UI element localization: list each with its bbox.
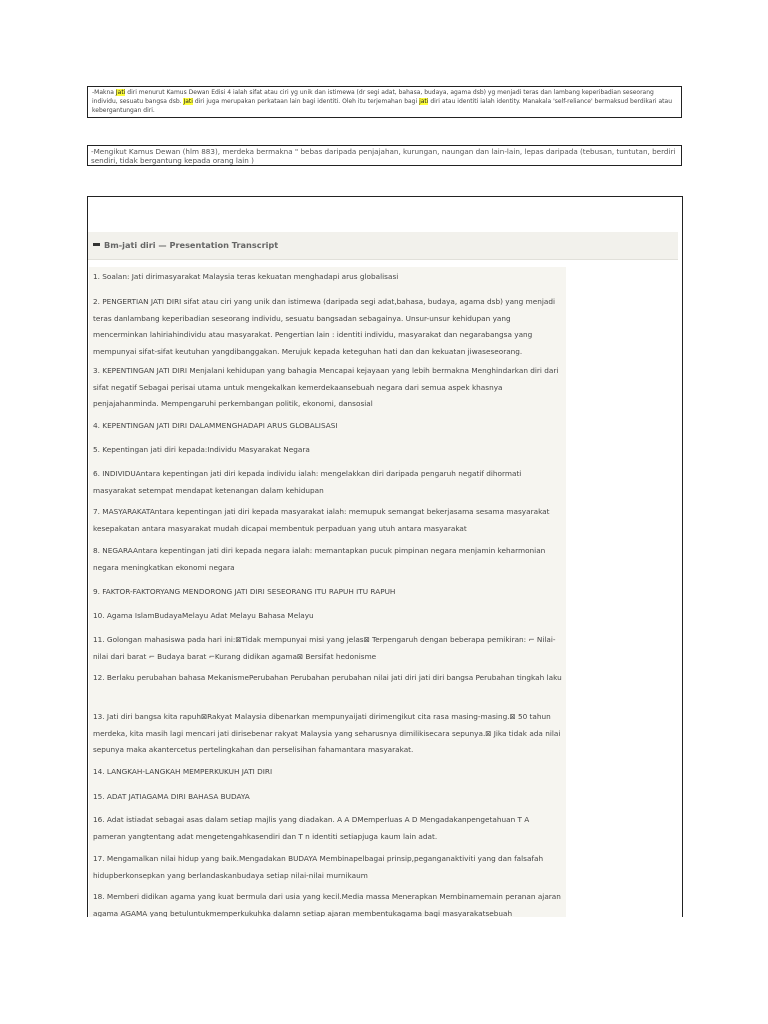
transcript-item-11: 11. Golongan mahasiswa pada hari ini:⊠Tidak mempunyai misi yang jelas⊠ Terpengaruh dengan beberapa pemikiran: ⌐ Nilai-nilai dari barat ⌐ Budaya barat ⌐Kurang didikan agama⊠ Bersifat hedonisme bbox=[93, 635, 556, 661]
transcript-item-1: 1. Soalan: Jati dirimasyarakat Malaysia teras kekuatan menghadapi arus globalisasi bbox=[93, 272, 399, 281]
transcript-item-10: 10. Agama IslamBudayaMelayu Adat Melayu Bahasa Melayu bbox=[93, 611, 314, 620]
transcript-item-8: 8. NEGARAAntara kepentingan jati diri kepada negara ialah: memantapkan pucuk pimpinan negara menjamin keharmonian negara meningkatkan ekonomi negara bbox=[93, 546, 546, 572]
highlight-jati-3: jati bbox=[419, 97, 429, 105]
transcript-item-12: 12. Berlaku perubahan bahasa MekanismePerubahan Perubahan perubahan nilai jati diri jati diri bangsa Perubahan tingkah laku bbox=[93, 673, 562, 682]
transcript-header bbox=[88, 232, 678, 260]
transcript-item-16: 16. Adat istiadat sebagai asas dalam setiap majlis yang diadakan. A A DMemperluas A D Mengadakanpengetahuan T A pameran yangtentang adat mengetengahkasendiri dan T n identiti setiapjuga kaum lain adat. bbox=[93, 815, 530, 841]
definition-box-jati-diri bbox=[87, 86, 682, 118]
transcript-item-6: 6. INDIVIDUAntara kepentingan jati diri kepada individu ialah: mengelakkan diri daripada pengaruh negatif dihormati masyarakat setempat mendapat ketenangan dalam kehidupan bbox=[93, 469, 522, 495]
transcript-item-3: 3. KEPENTINGAN JATI DIRI Menjalani kehidupan yang bahagia Mencapai kejayaan yang lebih bermakna Menghindarkan diri dari sifat negatif Sebagai perisai utama untuk mengekalkan kemerdekaansebuah negara dari semua aspek khasnya penjajahanminda. Mempengaruhi perkembangan politik, ekonomi, dansosial bbox=[93, 366, 559, 408]
definition-text-2: diri menurut Kamus Dewan Edisi 4 ialah sifat atau ciri yg unik dan istimewa (dr segi adat, bahasa, budaya, agama dsb) yg menjadi teras dan lambang keperibadian seseorang individu, sesuatu bangsa dsb. bbox=[92, 89, 654, 105]
merdeka-definition-text: -Mengikut Kamus Dewan (hlm 883), merdeka bermakna " bebas daripada penjajahan, kurungan, naungan dan lain-lain, lepas daripada (tebusan, tuntutan, berdiri sendiri, tidak bergantung kepada orang lain ) bbox=[91, 147, 676, 165]
definition-text-4: diri atau identiti ialah identity. Manakala 'self-reliance' bermaksud berdikari atau kebergantungan diri. bbox=[92, 97, 672, 114]
transcript-item-17: 17. Mengamalkan nilai hidup yang baik.Mengadakan BUDAYA Membinapelbagai prinsip,peganganaktiviti yang dan falsafah hidupberkonsepkan yang berlandaskanbudaya setiap nilai-nilai murnikaum bbox=[93, 854, 544, 880]
transcript-title: Bm-jati diri — Presentation Transcript bbox=[104, 240, 279, 250]
definition-text-1: -Makna bbox=[92, 89, 116, 96]
transcript-item-7: 7. MASYARAKATAntara kepentingan jati diri kepada masyarakat ialah: memupuk semangat bekerjasama sesama masyarakat kesepakatan antara masyarakat mudah dicapai membentuk perpaduan yang utuh antara masyarakat bbox=[93, 507, 550, 533]
transcript-item-9: 9. FAKTOR-FAKTORYANG MENDORONG JATI DIRI SESEORANG ITU RAPUH ITU RAPUH bbox=[93, 587, 396, 596]
transcript-item-13: 13. Jati diri bangsa kita rapuh⊠Rakyat Malaysia dibenarkan mempunyaijati dirimengikut cita rasa masing-masing.⊠ 50 tahun merdeka, kita masih lagi mencari jati dirisebenar rakyat Malaysia yang seharusnya dimilikisecara sepunya.⊠ Jika tidak ada nilai sepunya maka akantercetus pertelingkahan dan perselisihan fahamantara masyarakat. bbox=[93, 712, 561, 754]
transcript-item-15: 15. ADAT JATIAGAMA DIRI BAHASA BUDAYA bbox=[93, 792, 250, 801]
transcript-item-4: 4. KEPENTINGAN JATI DIRI DALAMMENGHADAPI ARUS GLOBALISASI bbox=[93, 421, 338, 430]
transcript-item-14: 14. LANGKAH-LANGKAH MEMPERKUKUH JATI DIRI bbox=[93, 767, 273, 776]
highlight-jati-2: Jati bbox=[183, 97, 193, 105]
transcript-item-18: 18. Memberi didikan agama yang kuat bermula dari usia yang kecil.Media massa Menerapkan Membinamemain peranan ajaran agama AGAMA yang betuluntukmemperkukuhka dalamn setiap ajaran membentukagama bagi masyarakatsebuah bbox=[93, 892, 561, 917]
dash-icon bbox=[93, 243, 100, 246]
transcript-frame bbox=[87, 196, 683, 917]
definition-box-merdeka bbox=[87, 145, 682, 166]
transcript-item-2: 2. PENGERTIAN JATI DIRI sifat atau ciri yang unik dan istimewa (daripada segi adat,bahasa, budaya, agama dsb) yang menjadi teras danlambang keperibadian seseorang individu, sesuatu bangsadan sebagainya. Unsur-unsur kehidupan yang mencerminkan lahiriahindividu atau masyarakat. Pengertian lain : identiti individu, masyarakat dan negarabangsa yang mempunyai sifat-sifat keutuhan yangdibanggakan. Merujuk kepada keteguhan hati dan dan kekuatan jiwaseseorang. bbox=[93, 297, 555, 356]
definition-text-3: diri juga merupakan perkataan lain bagi identiti. Oleh itu terjemahan bagi bbox=[192, 97, 420, 105]
highlight-jati-1: Jati bbox=[115, 89, 126, 96]
transcript-item-5: 5. Kepentingan jati diri kepada:Individu Masyarakat Negara bbox=[93, 445, 310, 454]
